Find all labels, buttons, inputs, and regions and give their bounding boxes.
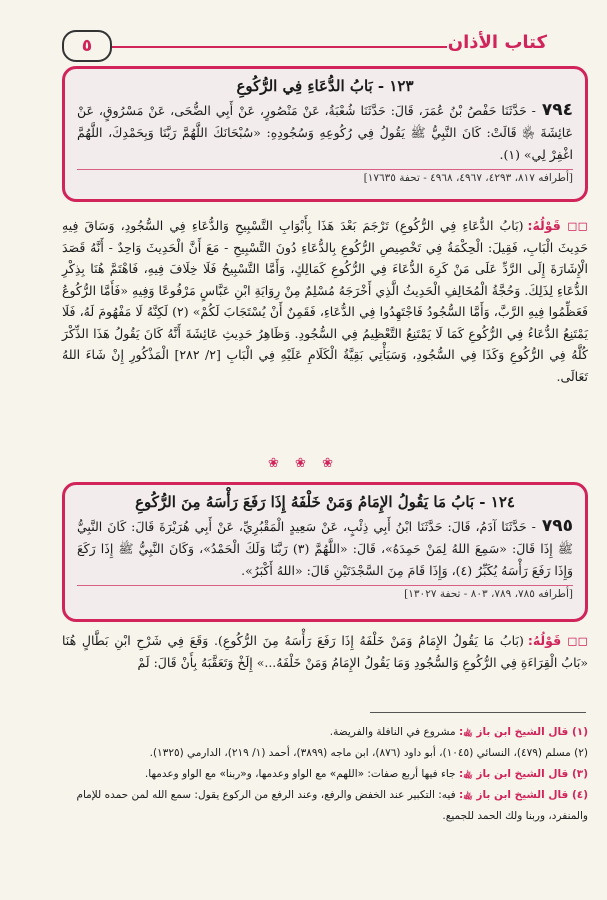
footnote-text: فيه: التكبير عند الخفض والرفع، وعند الرفع من الركوع يقول: سمع الله لمن حمده للإمام والمنفرد، وربنا ولك الحمد للجميع. xyxy=(76,789,588,822)
atraf-reference: [أطرافه ٨١٧، ٤٢٩٣، ٤٩٦٧، ٤٩٦٨ - تحفة ١٧٦٣٥] xyxy=(363,172,573,184)
commentary-marker: ◻◻ قَوْلُهُ: xyxy=(527,633,588,648)
footnote xyxy=(62,764,588,785)
footnote-label: (٢) xyxy=(574,747,588,759)
atraf-reference: [أطرافه ٧٨٥، ٧٨٩، ٨٠٣ - تحفة ١٣٠٢٧] xyxy=(404,588,573,600)
footnotes xyxy=(62,722,588,827)
commentary-block xyxy=(62,215,588,387)
footnote xyxy=(62,785,588,827)
box-divider xyxy=(77,169,573,170)
hadith-body: - حَدَّثَنَا آدَمُ، قَالَ: حَدَّثَنَا ابْنُ أَبِي ذِئْبٍ، عَنْ سَعِيدٍ الْمَقْبُرِيِّ، عَنْ أَبِي هُرَيْرَةَ قَالَ: كَانَ النَّبِيُّ ﷺ إِذَا قَالَ: «سَمِعَ اللهُ لِمَنْ حَمِدَهُ»، قَالَ: «اللَّهُمَّ (٣) رَبَّنَا وَلَكَ الْحَمْدُ»، وَكَانَ النَّبِيُّ ﷺ إِذَا رَكَعَ وَإِذَا رَفَعَ رَأْسَهُ يُكَبِّرُ (٤)، وَإِذَا قَامَ مِنَ السَّجْدَتَيْنِ قَالَ: «اللهُ أَكْبَرُ». xyxy=(77,519,573,578)
footnote xyxy=(62,722,588,743)
header-rule xyxy=(102,46,447,48)
hadith-box-795 xyxy=(62,482,588,622)
hadith-box-794 xyxy=(62,66,588,202)
footnote-label: (٤) قال الشيخ ابن باز ﵀: xyxy=(458,789,588,801)
commentary-text: (بَابُ الدُّعَاءِ فِي الرُّكُوعِ) تَرْجَمَ بَعْدَ هَذَا بِأَبْوَابِ التَّسْبِيحِ وَالدُّعَاءِ فِي السُّجُودِ، وَسَاقَ فِيهِ حَدِيثَ الْبَابِ، فَقِيلَ: الْحِكْمَةُ فِي تَخْصِيصِ الرُّكُوعِ بِالدُّعَاءِ دُونَ التَّسْبِيحِ - مَعَ أَنَّ الْحَدِيثَ وَاحِدٌ - أَنَّهُ قَصَدَ الْإِشَارَةَ إِلَى الرَّدِّ عَلَى مَنْ كَرِهَ الدُّعَاءَ فِي الرُّكُوعِ كَمَالِكٍ، وَأَمَّا التَّسْبِيحُ فَلَا خِلَافَ فِيهِ، فَاهْتَمَّ هُنَا بِذِكْرِ الدُّعَاءِ لِذَلِكَ. وَحُجَّةُ الْمُخَالِفِ الْحَدِيثُ الَّذِي أَخْرَجَهُ مُسْلِمٌ مِنْ رِوَايَةِ ابْنِ عَبَّاسٍ مَرْفُوعًا وَفِيهِ «فَأَمَّا الرُّكُوعُ فَعَظِّمُوا فِيهِ الرَّبَّ، وَأَمَّا السُّجُودُ فَاجْتَهِدُوا فِي الدُّعَاءِ، فَقَمِنٌ أَنْ يُسْتَجَابَ لَكُمْ» (٢) لَكِنَّهُ لَا مَفْهُومَ لَهُ، فَلَا يَمْتَنِعُ الدُّعَاءُ فِي الرُّكُوعِ كَمَا لَا يَمْتَنِعُ التَّعْظِيمُ فِي السُّجُودِ. وَظَاهِرُ حَدِيثِ عَائِشَةَ أَنَّهُ كَانَ يَقُولُ هَذَا الذِّكْرَ كُلَّهُ فِي الرُّكُوعِ وَكَذَا فِي السُّجُودِ، وَسَيَأْتِي بَقِيَّةُ الْكَلَامِ عَلَيْهِ فِي الْبَابِ [٢/ ٢٨٢] الْمَذْكُورِ إِنْ شَاءَ اللهُ تَعَالَى. xyxy=(62,218,588,384)
hadith-body: - حَدَّثَنَا حَفْصُ بْنُ عُمَرَ، قَالَ: حَدَّثَنَا شُعْبَةُ، عَنْ مَنْصُورٍ، عَنْ أَبِي الضُّحَى، عَنْ مَسْرُوقٍ، عَنْ عَائِشَةَ ﵂ قَالَتْ: كَانَ النَّبِيُّ ﷺ يَقُولُ فِي رُكُوعِهِ وَسُجُودِهِ: «سُبْحَانَكَ اللَّهُمَّ رَبَّنَا وَبِحَمْدِكَ، اللَّهُمَّ اغْفِرْ لِي» (١). xyxy=(77,103,573,162)
hadith-text xyxy=(77,99,573,166)
footnote-label: (٣) قال الشيخ ابن باز ﵀: xyxy=(458,768,588,780)
hadith-number: ٧٩٥ xyxy=(541,516,573,536)
commentary-block xyxy=(62,630,588,673)
chapter-title: ١٢٣ - بَابُ الدُّعَاءِ فِي الرُّكُوعِ xyxy=(236,77,414,95)
footnote-rule xyxy=(370,712,586,713)
page-number: ٥ xyxy=(62,30,112,62)
footnote-text: مشروع في النافلة والفريضة. xyxy=(329,726,456,738)
footnote-text: جاء فيها أربع صفات: «اللهم» مع الواو وعدمها، و«ربنا» مع الواو وعدمها. xyxy=(144,768,456,780)
hadith-text xyxy=(77,515,573,582)
chapter-title: ١٢٤ - بَابُ مَا يَقُولُ الإِمَامُ وَمَنْ خَلْفَهُ إِذَا رَفَعَ رَأْسَهُ مِنَ الرُّكُوعِ xyxy=(135,493,515,511)
footnote xyxy=(62,743,588,764)
book-title: كتاب الأذان xyxy=(447,32,547,53)
section-separator: ❀ ❀ ❀ xyxy=(268,456,339,471)
commentary-text: (بَابُ مَا يَقُولُ الإِمَامُ وَمَنْ خَلْفَهُ إِذَا رَفَعَ رَأْسَهُ مِنَ الرُّكُوعِ). وَقَعَ فِي شَرْحِ ابْنِ بَطَّالٍ هُنَا «بَابُ الْقِرَاءَةِ فِي الرُّكُوعِ وَالسُّجُودِ وَمَا يَقُولُ الإِمَامُ وَمَنْ خَلْفَهُ...» إِلَخْ وَتَعَقَّبَهُ بِأَنْ قَالَ: لَمْ xyxy=(62,633,588,670)
page-header xyxy=(62,30,547,64)
footnote-text: مسلم (٤٧٩)، النسائي (١٠٤٥)، أبو داود (٨٧٦)، ابن ماجه (٣٨٩٩)، أحمد (١/ ٢١٩)، الدارمي (١٣٢٥). xyxy=(149,747,571,759)
footnote-label: (١) قال الشيخ ابن باز ﵀: xyxy=(458,726,588,738)
hadith-number: ٧٩٤ xyxy=(541,100,573,120)
commentary-marker: ◻◻ قَوْلُهُ: xyxy=(527,218,588,233)
box-divider xyxy=(77,585,573,586)
